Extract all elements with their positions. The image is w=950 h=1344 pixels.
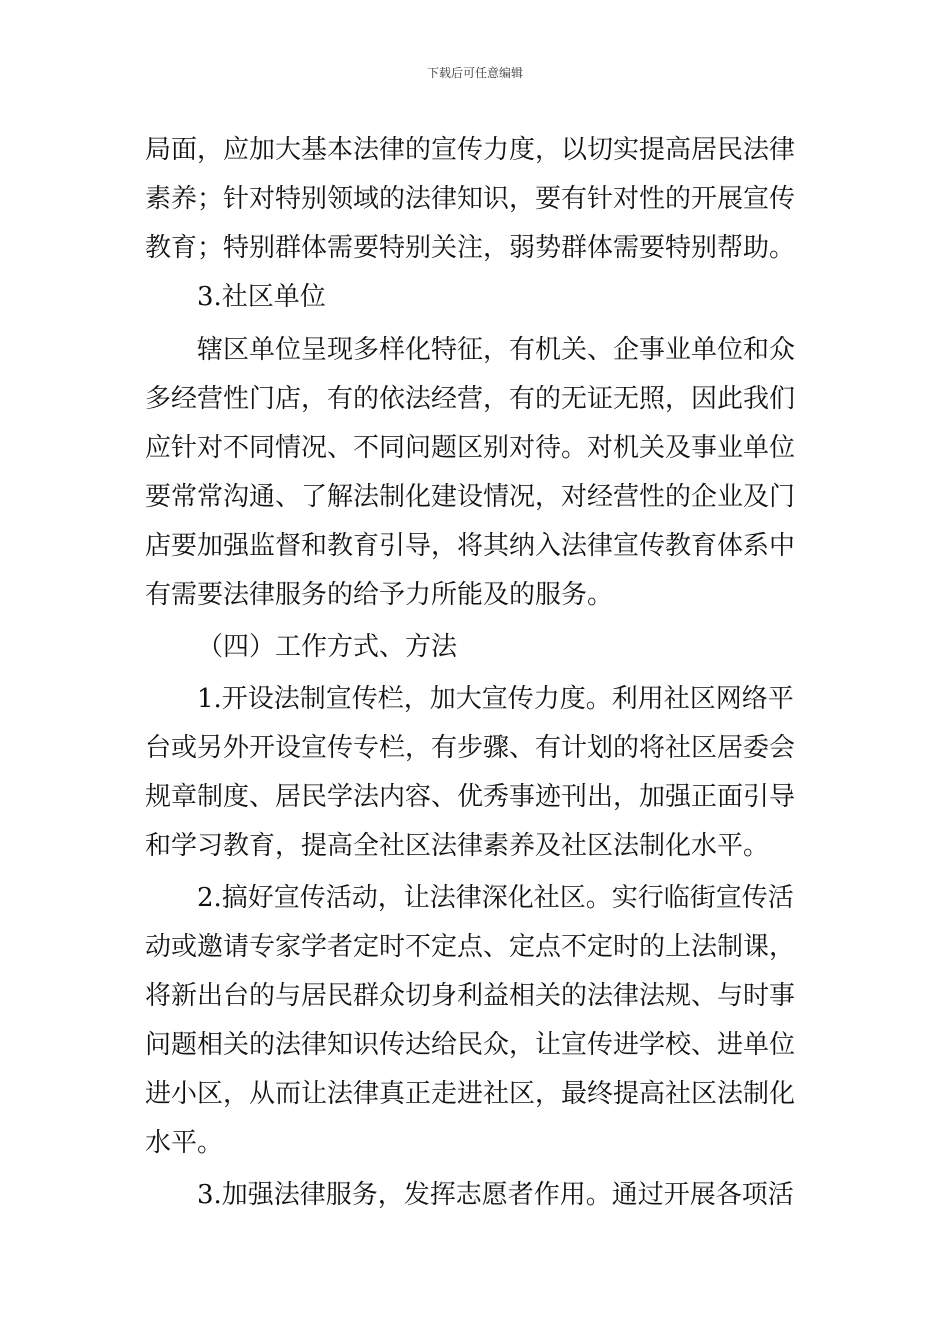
text-line: 多经营性门店，有的依法经营，有的无证无照，因此我们 <box>145 384 796 414</box>
text-line: 和学习教育，提高全社区法律素养及社区法制化水平。 <box>145 831 770 861</box>
section-heading: 3.社区单位 <box>197 282 326 312</box>
page-header: 下载后可任意编辑 <box>426 66 523 80</box>
text-line: 台或另外开设宣传专栏，有步骤、有计划的将社区居委会 <box>145 733 796 763</box>
text-line: 应针对不同情况、不同问题区别对待。对机关及事业单位 <box>145 433 796 463</box>
text-line: 要常常沟通、了解法制化建设情况，对经营性的企业及门 <box>145 482 796 512</box>
text-line: 规章制度、居民学法内容、优秀事迹刊出，加强正面引导 <box>145 782 796 812</box>
text-line: 问题相关的法律知识传达给民众，让宣传进学校、进单位 <box>145 1030 796 1060</box>
text-line: 3.加强法律服务，发挥志愿者作用。通过开展各项活 <box>197 1180 794 1210</box>
text-line: 教育；特别群体需要特别关注，弱势群体需要特别帮助。 <box>145 233 796 263</box>
section-heading: （四）工作方式、方法 <box>197 632 458 662</box>
text-line: 1.开设法制宣传栏，加大宣传力度。利用社区网络平 <box>197 684 794 714</box>
text-line: 水平。 <box>145 1128 224 1158</box>
text-line: 将新出台的与居民群众切身利益相关的法律法规、与时事 <box>145 981 796 1011</box>
text-line: 2.搞好宣传活动，让法律深化社区。实行临街宣传活 <box>197 883 794 913</box>
text-line: 店要加强监督和教育引导，将其纳入法律宣传教育体系中 <box>145 531 796 561</box>
text-line: 有需要法律服务的给予力所能及的服务。 <box>145 580 614 610</box>
text-line: 进小区，从而让法律真正走进社区，最终提高社区法制化 <box>145 1079 796 1109</box>
text-line: 辖区单位呈现多样化特征，有机关、企事业单位和众 <box>197 335 796 365</box>
text-line: 动或邀请专家学者定时不定点、定点不定时的上法制课， <box>145 932 796 962</box>
text-line: 局面，应加大基本法律的宣传力度，以切实提高居民法律 <box>145 135 796 165</box>
text-line: 素养；针对特别领域的法律知识，要有针对性的开展宣传 <box>145 184 796 214</box>
